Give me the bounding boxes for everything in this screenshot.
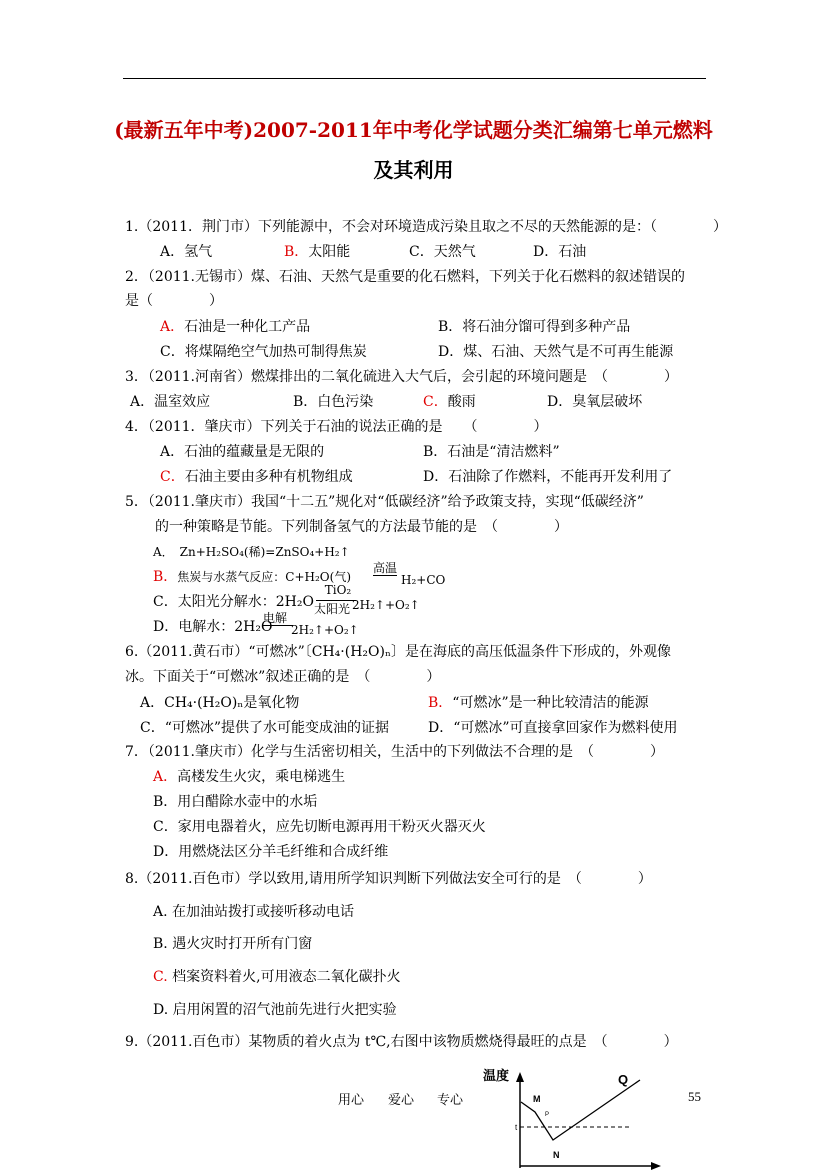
q7-stem: 7．（2011.肇庆市）化学与生活密切相关，生活中的下列做法不合理的是 （ ）	[125, 744, 664, 760]
q2-option-c: C．将煤隔绝空气加热可制得焦炭	[160, 344, 367, 360]
q5-option-b: B．焦炭与水蒸气反应：C+H₂O(气)	[153, 569, 352, 585]
page-title-line1: (最新五年中考)2007-2011年中考化学试题分类汇编第七单元燃料	[114, 118, 713, 142]
q1-stem: 1.（2011．荆门市）下列能源中，不会对环境造成污染且取之不尽的天然能源的是：（ ）	[125, 219, 727, 235]
q5-stem-line1: 5．（2011.肇庆市）我国“十二五”规化对“低碳经济”给予政策支持，实现“低碳经济”	[125, 494, 644, 510]
q3-option-c: C．酸雨	[423, 394, 476, 410]
q4-option-d: D．石油除了作燃料，不能再开发利用了	[423, 469, 673, 485]
q5-option-c-arrow-line	[316, 600, 356, 601]
q7-option-c: C．家用电器着火，应先切断电源再用干粉灭火器灭火	[153, 819, 486, 835]
q7-option-b: B．用白醋除水壶中的水垢	[153, 794, 318, 810]
q1-option-d: D．石油	[533, 244, 587, 260]
q6-option-b: B．“可燃冰”是一种比较清洁的能源	[428, 695, 649, 711]
q5-option-c: C．太阳光分解水：2H₂O	[153, 594, 314, 610]
q5-option-d: D．电解水：2H₂O	[153, 619, 273, 635]
graph-label-q: Q	[618, 1072, 629, 1087]
q6-option-a: A．CH₄·(H₂O)ₙ是氧化物	[140, 695, 300, 711]
q7-option-d: D．用燃烧法区分羊毛纤维和合成纤维	[153, 844, 389, 860]
q3-option-b: B．白色污染	[293, 394, 374, 410]
graph-x-axis-arrowhead	[651, 1162, 661, 1170]
q3-option-a: A．温室效应	[130, 394, 211, 410]
graph-label-p: P	[545, 1112, 550, 1118]
q5-option-d-products: 2H₂↑+O₂↑	[291, 623, 359, 637]
q5-option-b-condition: 高温	[373, 561, 398, 575]
q9-stem: 9.（2011.百色市）某物质的着火点为 t℃,右图中该物质燃烧得最旺的点是 （ ）	[125, 1034, 678, 1050]
footer-motto-2: 爱心	[388, 1093, 415, 1108]
q4-option-b: B．石油是“清洁燃料”	[423, 444, 560, 460]
header-rule	[123, 78, 706, 79]
q8-option-c: C. 档案资料着火,可用液态二氧化碳扑火	[153, 969, 401, 985]
q2-stem-line1: 2．（2011.无锡市）煤、石油、天然气是重要的化石燃料，下列关于化石燃料的叙述错误的	[125, 269, 685, 285]
graph-y-label: 温度	[483, 1068, 510, 1083]
q5-option-b-products: H₂+CO	[401, 573, 446, 587]
q6-option-d: D．“可燃冰”可直接拿回家作为燃料使用	[428, 720, 678, 736]
q9-temperature-graph	[483, 1060, 675, 1170]
q6-stem-line2: 冰。下面关于“可燃冰”叙述正确的是 （ ）	[125, 669, 441, 685]
q8-stem: 8.（2011.百色市）学以致用,请用所学知识判断下列做法安全可行的是 （ ）	[125, 871, 652, 887]
q3-stem: 3．（2011.河南省）燃煤排出的二氧化硫进入大气后，会引起的环境问题是 （ ）	[125, 369, 678, 385]
q2-stem-line2: 是（ ）	[125, 293, 223, 309]
footer-motto-1: 用心	[338, 1093, 365, 1108]
q5-option-c-condition-bottom: 太阳光	[314, 602, 351, 616]
q4-stem: 4．（2011．肇庆市）下列关于石油的说法正确的是 （ ）	[125, 419, 548, 435]
q5-option-c-products: 2H₂↑+O₂↑	[352, 598, 420, 612]
page-title-line2: 及其利用	[373, 158, 454, 182]
q2-option-b: B．将石油分馏可得到多种产品	[438, 319, 631, 335]
q7-option-a: A．高楼发生火灾，乘电梯逃生	[153, 769, 346, 785]
graph-y-axis-arrowhead	[516, 1072, 524, 1082]
graph-label-n: N	[553, 1150, 560, 1160]
q4-option-a: A．石油的蕴藏量是无限的	[160, 444, 325, 460]
q5-stem-line2: 的一种策略是节能。下列制备氢气的方法最节能的是 （ ）	[155, 519, 568, 535]
q1-option-b: B．太阳能	[284, 244, 351, 260]
graph-curve	[521, 1080, 640, 1140]
q1-option-c: C．天然气	[409, 244, 476, 260]
graph-label-m: M	[533, 1094, 541, 1104]
graph-label-t: t	[515, 1123, 518, 1132]
page-number: 55	[688, 1089, 701, 1104]
q5-option-a: A． Zn+H₂SO₄(稀)=ZnSO₄+H₂↑	[153, 545, 350, 559]
q4-option-c: C．石油主要由多种有机物组成	[160, 469, 353, 485]
q8-option-a: A. 在加油站拨打或接听移动电话	[153, 904, 355, 920]
q8-option-b: B. 遇火灾时打开所有门窗	[153, 936, 313, 952]
q5-option-d-condition: 电解	[263, 612, 293, 626]
q6-option-c: C．“可燃冰”提供了水可能变成油的证据	[140, 720, 390, 736]
q8-option-d: D. 启用闲置的沼气池前先进行火把实验	[153, 1002, 397, 1018]
q2-option-d: D．煤、石油、天然气是不可再生能源	[438, 344, 674, 360]
q5-option-c-condition-top: TiO₂	[324, 583, 352, 597]
q3-option-d: D．臭氧层破坏	[547, 394, 643, 410]
q1-option-a: A．氢气	[160, 244, 213, 260]
footer-motto-3: 专心	[437, 1093, 464, 1108]
q6-stem-line1: 6.（2011.黄石市）“可燃冰”〔CH₄·(H₂O)ₙ〕是在海底的高压低温条件下形成的，外观像	[125, 644, 672, 660]
q2-option-a: A．石油是一种化工产品	[160, 319, 311, 335]
